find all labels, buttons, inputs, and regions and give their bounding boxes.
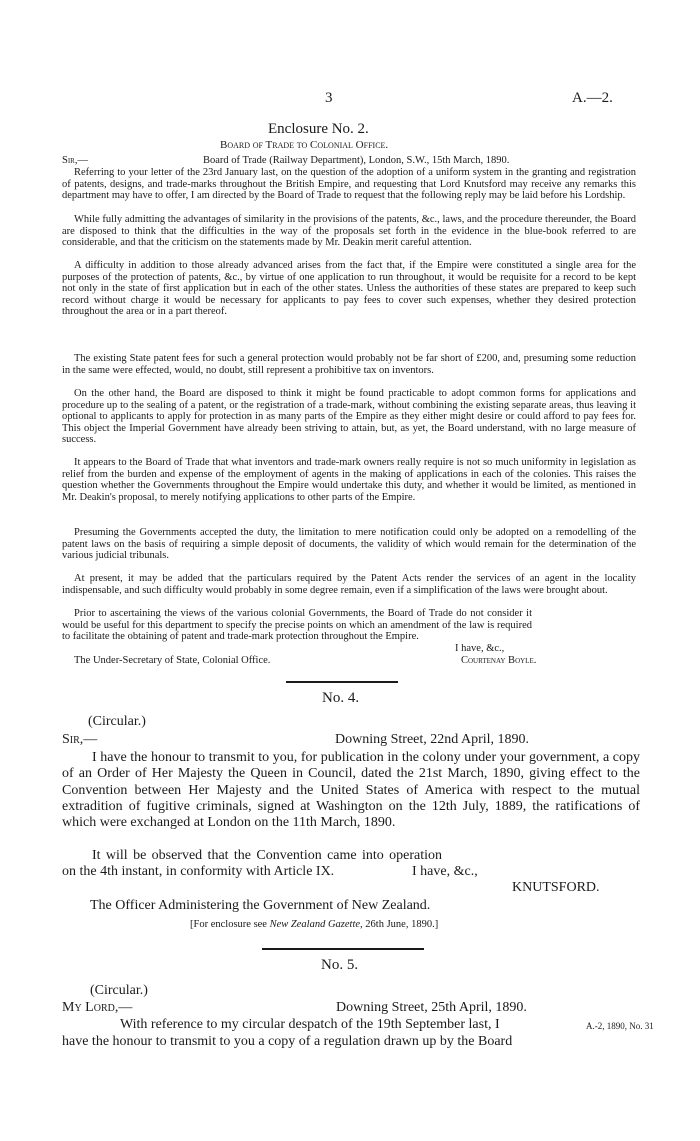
addressee: The Under-Secretary of State, Colonial Office. — [74, 655, 271, 666]
signature: Courtenay Boyle. — [461, 655, 537, 666]
paragraph: While fully admitting the advantages of similarity in the provisions of the patents, &c., laws, and the procedure thereunder, the Board are disposed to think that the difficulties in the way of the proposals set forth in the evidence in the blue-book referred to are considerable, and that the criticism on the statements made by Mr. Deakin merit careful attention. — [62, 214, 636, 249]
addressee: The Officer Administering the Government of New Zealand. — [90, 898, 431, 913]
paragraph: On the other hand, the Board are disposed to think it might be found practicable to adopt common forms for applications and procedure up to the sealing of a patent, or the registration of a trade-mark, without combining the existing separate areas, thus leaving it optional to applicants to apply for protection in as many parts of the Empire as they either might desire or could afford to pay fees for. This object the Imperial Government have already been striving to attain, but, as yet, the Board understand, with no large measure of success. — [62, 388, 636, 446]
margin-note: A.-2, 1890, No. 31 — [586, 1021, 654, 1031]
paragraph: A difficulty in addition to those already advanced arises from the fact that, if the Empire were constituted a single area for the purposes of the protection of patents, &c., by virtue of one application to run throughout, it would be requisite for a record to be kept not only in the state of first application but in each of the other states. Unless the authorities of these states are prepared to keep such record without charge it would be necessary for applicants to pay fees to cover such expenses, whether they desired protection throughout the area or in a part thereof. — [62, 260, 636, 318]
paragraph: It appears to the Board of Trade that what inventors and trade-mark owners really require is not so much uniformity in legislation as relief from the burden and expense of the employment of agents in the making of applications in each of the colonies. This raises the question whether the Governments throughout the Empire would undertake this duty, and whether it would be limited, as mentioned in Mr. Deakin's proposal, to merely notifying applications to other parts of the Empire. — [62, 457, 636, 503]
paragraph: At present, it may be added that the particulars required by the Patent Acts render the services of an agent in the locality indispensable, and such difficulty would probably in some degree remain, even if a simplification of the laws were brought about. — [62, 573, 636, 596]
salutation: Sir,— — [62, 155, 88, 166]
closing: I have, &c., — [412, 864, 478, 879]
paragraph-line: have the honour to transmit to you a copy of a regulation drawn up by the Board — [62, 1034, 513, 1049]
circular-label: (Circular.) — [90, 983, 148, 998]
enclosure-title: Enclosure No. 2. — [268, 121, 369, 137]
enclosure-note: [For enclosure see New Zealand Gazette, 26th June, 1890.] — [190, 919, 439, 930]
dateline: Downing Street, 25th April, 1890. — [336, 1000, 527, 1015]
section-title: No. 5. — [321, 957, 359, 973]
signature: KNUTSFORD. — [512, 880, 600, 895]
dateline: Board of Trade (Railway Department), London, S.W., 15th March, 1890. — [203, 155, 510, 166]
paragraph: Referring to your letter of the 23rd January last, on the question of the adoption of a uniform system in the granting and registration of patents, designs, and trade-marks throughout the British Empire, and requesting that Lord Knutsford may receive any remarks this department may have to offer, I am directed by the Board of Trade to request that the following reply may be laid before his Lordship. — [62, 167, 636, 202]
paragraph: The existing State patent fees for such a general protection would probably not be far short of £200, and, presuming some reduction in the same were effected, would, no doubt, still represent a prohibitive tax on inventors. — [62, 353, 636, 376]
closing: I have, &c., — [455, 643, 505, 654]
enclosure-subtitle: Board of Trade to Colonial Office. — [220, 139, 389, 151]
paragraph: Presuming the Governments accepted the duty, the limitation to mere notification could only be adopted on a remodelling of the patent laws on the basis of requiring a simple deposit of documents, the validity of which would remain for the determination of the various judicial tribunals. — [62, 527, 636, 562]
paragraph: Prior to ascertaining the views of the various colonial Governments, the Board of Trade do not consider it would be useful for this department to specify the precise points on which an amendment of the law is required to facilitate the obtaining of patent and trade-mark protection throughout the Empire. — [62, 608, 532, 643]
divider — [286, 681, 398, 683]
divider — [262, 948, 424, 950]
document-reference: A.—2. — [572, 90, 613, 106]
salutation: My Lord,— — [62, 1000, 133, 1015]
paragraph: I have the honour to transmit to you, for publication in the colony under your government, a copy of an Order of Her Majesty the Queen in Council, dated the 21st March, 1890, giving effect to the Convention between Her Majesty and the United States of America with respect to the mutual extradition of fugitive criminals, signed at Washington on the 12th July, 1889, the ratifications of which were exchanged at London on the 11th March, 1890. — [62, 750, 640, 831]
salutation: Sir,— — [62, 732, 98, 747]
paragraph: It will be observed that the Convention came into operation on the 4th instant, in conformity with Article IX. — [62, 848, 442, 880]
section-title: No. 4. — [322, 690, 360, 706]
page-number: 3 — [325, 90, 333, 106]
circular-label: (Circular.) — [88, 714, 146, 729]
paragraph-line: With reference to my circular despatch of the 19th September last, I — [120, 1017, 500, 1032]
dateline: Downing Street, 22nd April, 1890. — [335, 732, 530, 747]
